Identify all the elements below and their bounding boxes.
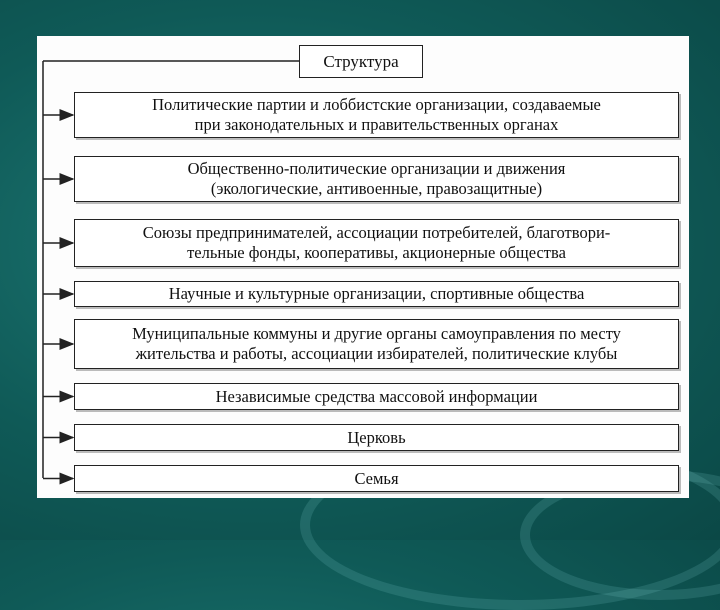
structure-item-5 — [74, 319, 679, 369]
structure-item-text-line: тельные фонды, кооперативы, акционерные общества — [187, 243, 566, 262]
structure-title: Структура — [323, 51, 399, 71]
structure-item-6 — [74, 383, 679, 410]
structure-item-text-line: Общественно-политические организации и движения — [187, 159, 566, 178]
structure-item-3 — [74, 219, 679, 267]
structure-item-text-line: жительства и работы, ассоциации избирателей, политические клубы — [135, 344, 618, 363]
structure-item-text-line: Церковь — [347, 427, 406, 447]
structure-item-text-line: Союзы предпринимателей, ассоциации потребителей, благотвори- — [142, 223, 611, 242]
structure-item-2 — [74, 156, 679, 202]
structure-item-text-line: Научные и культурные организации, спортивные общества — [168, 284, 585, 303]
structure-item-text-line: (экологические, антивоенные, правозащитные) — [210, 179, 543, 198]
structure-item-text-line: Политические партии и лоббистские организации, создаваемые — [152, 95, 601, 114]
structure-item-4 — [74, 281, 679, 307]
structure-item-text-line: Независимые средства массовой информации — [215, 386, 538, 406]
structure-item-1 — [74, 92, 679, 138]
structure-title-box — [299, 45, 423, 78]
structure-item-text-line: Семья — [354, 468, 399, 488]
structure-item-7 — [74, 424, 679, 451]
diagram-sheet — [37, 36, 689, 498]
structure-item-text-line: Муниципальные коммуны и другие органы самоуправления по месту — [132, 324, 621, 343]
structure-item-8 — [74, 465, 679, 492]
structure-item-text-line: при законодательных и правительственных органах — [194, 115, 559, 134]
